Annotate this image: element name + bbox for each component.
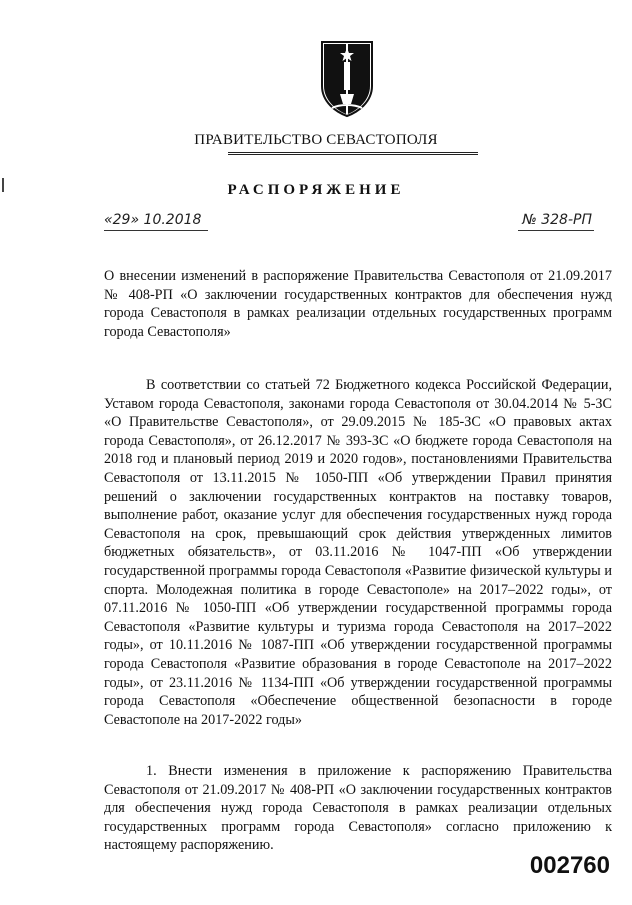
document-number: № 328-РП	[522, 212, 592, 228]
serial-number: 002760	[529, 852, 610, 879]
clause-1-paragraph: 1. Внести изменения в приложение к распоряжению Правительства Севастополя от 21.09.2017 № 408-РП «О заключении государственных контрактов для обеспечения нужд города Севастополя в рамках реализации отдельных государственных программ города Севастополя» согласно приложению к настоящему распоряжению.	[104, 763, 612, 854]
government-title: ПРАВИТЕЛЬСТВО СЕВАСТОПОЛЯ	[194, 132, 438, 148]
preamble-paragraph: В соответствии со статьей 72 Бюджетного кодекса Российской Федерации, Уставом города Севастополя, законами города Севастополя от 30.04.2014 № 5-ЗС «О Правительстве Севастополя», от 29.09.2015 № 185-ЗС «О правовых актах города Севастополя», от 26.12.2017 № 393-ЗС «О бюджете города Севастополя на 2018 год и плановый период 2019 и 2020 годов», постановлениями Правительства Севастополя от 13.11.2015 № 1050-ПП «Об утверждении Правил принятия решений о заключении государственных контрактов на поставку товаров, выполнение работ, оказание услуг для обеспечения государственных нужд города Севастополя на срок, превышающий срок действия утвержденных лимитов бюджетных обязательств», от 03.11.2016 № 1047-ПП «Об утверждении государственной программы города Севастополя «Развитие физической культуры и спорта. Молодежная политика в городе Севастополе» на 2017–2022 годы», от 07.11.2016 № 1050-ПП «Об утверждении государственной программы города Севастополя «Развитие культуры и туризма города Севастополя на 2017–2022 годы», от 10.11.2016 № 1087-ПП «Об утверждении государственной программы города Севастополя «Развитие образования в городе Севастополе на 2017–2022 годы», от 23.11.2016 № 1134-ПП «Об утверждении государственной программы города Севастополя «Обеспечение общественной безопасности в городе Севастополе на 2017-2022 годы»	[104, 377, 612, 728]
document-subject: О внесении изменений в распоряжение Правительства Севастополя от 21.09.2017 № 408-РП «О заключении государственных контрактов для обеспечения нужд города Севастополя в рамках реализации отдельных государственных программ города Севастополя»	[104, 268, 612, 340]
sevastopol-coat-of-arms-icon	[318, 38, 376, 118]
title-rule-secondary	[228, 154, 478, 155]
number-underline	[518, 230, 594, 231]
document-type: РАСПОРЯЖЕНИЕ	[227, 182, 405, 198]
document-date: «29» 10.2018	[104, 212, 202, 228]
date-underline	[104, 230, 208, 231]
title-rule	[228, 152, 478, 153]
